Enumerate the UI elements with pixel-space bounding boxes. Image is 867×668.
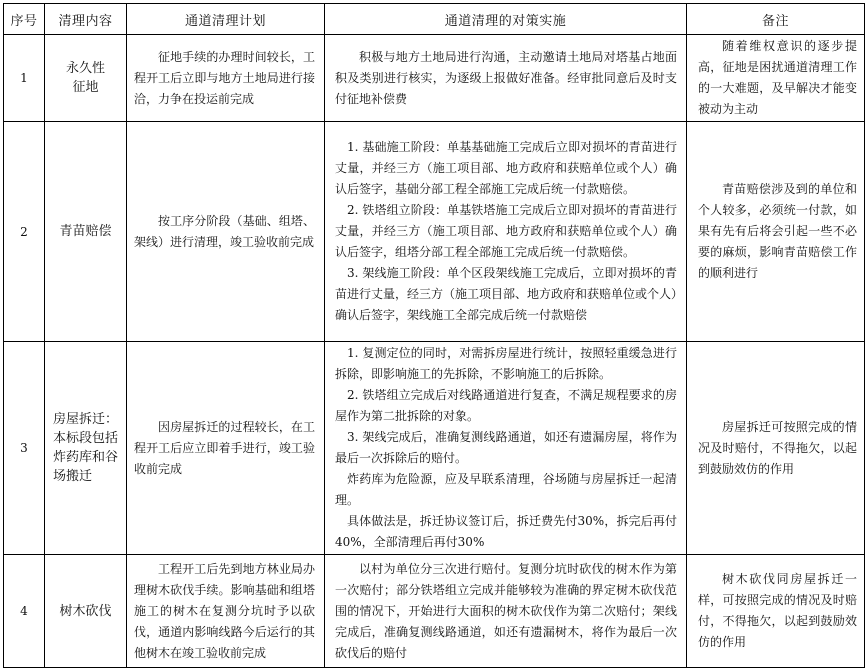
row-index: 3 — [4, 342, 45, 555]
row-content — [45, 35, 127, 122]
note-paragraph: 房屋拆迁可按照完成的情况及时赔付，不得拖欠，以起到鼓励效仿的作用 — [698, 419, 857, 476]
row-content: 树木砍伐 — [45, 555, 127, 668]
action-explosives-note: 炸药库为危险源，应及早联系清理，谷场随与房屋拆迁一起清理。 — [335, 472, 677, 507]
note-paragraph: 青苗赔偿涉及到的单位和个人较多，必须统一付款，如果有先有后将会引起一些不必要的麻烦，影响青苗赔偿工作的顺利进行 — [698, 182, 857, 280]
row-plan — [127, 122, 325, 342]
clearance-plan-table — [3, 3, 865, 668]
row-plan — [127, 342, 325, 555]
action-step-2: 2. 铁塔组立阶段：单基铁塔施工完成后立即对损坏的青苗进行丈量，并经三方（施工项目部、地方政府和获赔单位或个人）确认后签字，组塔分部工程全部施工完成后统一付款赔偿。 — [335, 203, 677, 259]
row-note — [687, 342, 865, 555]
action-step-1: 1. 基础施工阶段：单基基础施工完成后立即对损坏的青苗进行丈量，并经三方（施工项目部、地方政府和获赔单位或个人）确认后签字，基础分部工程全部施工完成后统一付款赔偿。 — [335, 140, 677, 196]
action-payment-note: 具体做法是，拆迁协议签订后，拆迁费先付30%，拆完后再付40%，全部清理后再付30% — [335, 514, 677, 549]
plan-paragraph: 征地手续的办理时间较长，工程开工后立即与地方土地局进行接洽，力争在投运前完成 — [134, 49, 315, 106]
row-note — [687, 122, 865, 342]
action-step-3: 3. 架线施工阶段：单个区段架线施工完成后，立即对损坏的青苗进行丈量，经三方（施工项目部、地方政府和获赔单位或个人）确认后签字，架线施工全部完成后统一付款赔偿 — [335, 266, 678, 322]
table-row — [4, 342, 865, 555]
table-row — [4, 35, 865, 122]
table-row — [4, 555, 865, 668]
row-action — [325, 122, 687, 342]
note-paragraph: 随着维权意识的逐步提高，征地是困扰通道清理工作的一大难题，及早解决才能变被动为主动 — [698, 39, 857, 116]
note-paragraph: 树木砍伐同房屋拆迁一样，可按照完成的情况及时赔付，不得拖欠，以起到鼓励效仿的作用 — [698, 572, 857, 649]
header-index: 序号 — [4, 4, 45, 35]
header-plan: 通道清理计划 — [127, 4, 325, 35]
plan-paragraph: 按工序分阶段（基础、组塔、架线）进行清理，竣工验收前完成 — [134, 213, 315, 249]
plan-paragraph: 因房屋拆迁的过程较长，在工程开工后应立即着手进行，竣工验收前完成 — [134, 419, 315, 476]
row-index: 1 — [4, 35, 45, 122]
header-content: 清理内容 — [45, 4, 127, 35]
row-action — [325, 555, 687, 668]
table-row — [4, 122, 865, 342]
action-paragraph: 以村为单位分三次进行赔付。复测分坑时砍伐的树木作为第一次赔付；部分铁塔组立完成并能够较为准确的界定树木砍伐范围的情况下，开始进行大面积的树木砍伐作为第二次赔付；架线完成后，准确复测线路通道，如还有遗漏树木，将作为最后一次砍伐后的赔付 — [335, 561, 677, 660]
action-step-3: 3. 架线完成后，准确复测线路通道，如还有遗漏房屋，将作为最后一次拆除后的赔付。 — [335, 430, 677, 465]
row-note — [687, 555, 865, 668]
row-index: 2 — [4, 122, 45, 342]
table-header-row — [4, 4, 865, 35]
header-note: 备注 — [687, 4, 865, 35]
row-content-text: 永久性征地 — [65, 61, 105, 95]
row-note — [687, 35, 865, 122]
row-index: 4 — [4, 555, 45, 668]
row-action — [325, 342, 687, 555]
action-step-2: 2. 铁塔组立完成后对线路通道进行复查，不满足规程要求的房屋作为第二批拆除的对象。 — [335, 388, 677, 423]
row-content: 青苗赔偿 — [45, 122, 127, 342]
row-plan — [127, 555, 325, 668]
document-page — [3, 3, 864, 668]
action-step-1: 1. 复测定位的同时，对需拆房屋进行统计，按照轻重缓急进行拆除，即影响施工的先拆除，不影响施工的后拆除。 — [335, 346, 677, 381]
plan-paragraph: 工程开工后先到地方林业局办理树木砍伐手续。影响基础和组塔施工的树木在复测分坑时予以砍伐，通道内影响线路今后运行的其他树木在竣工验收前完成 — [134, 561, 315, 660]
row-plan — [127, 35, 325, 122]
action-paragraph: 积极与地方土地局进行沟通，主动邀请土地局对塔基占地面积及类别进行核实，为逐级上报做好准备。经审批同意后及时支付征地补偿费 — [335, 49, 677, 106]
row-content: 房屋拆迁：本标段包括炸药库和谷场搬迁 — [45, 342, 127, 555]
row-action — [325, 35, 687, 122]
header-action: 通道清理的对策实施 — [325, 4, 687, 35]
